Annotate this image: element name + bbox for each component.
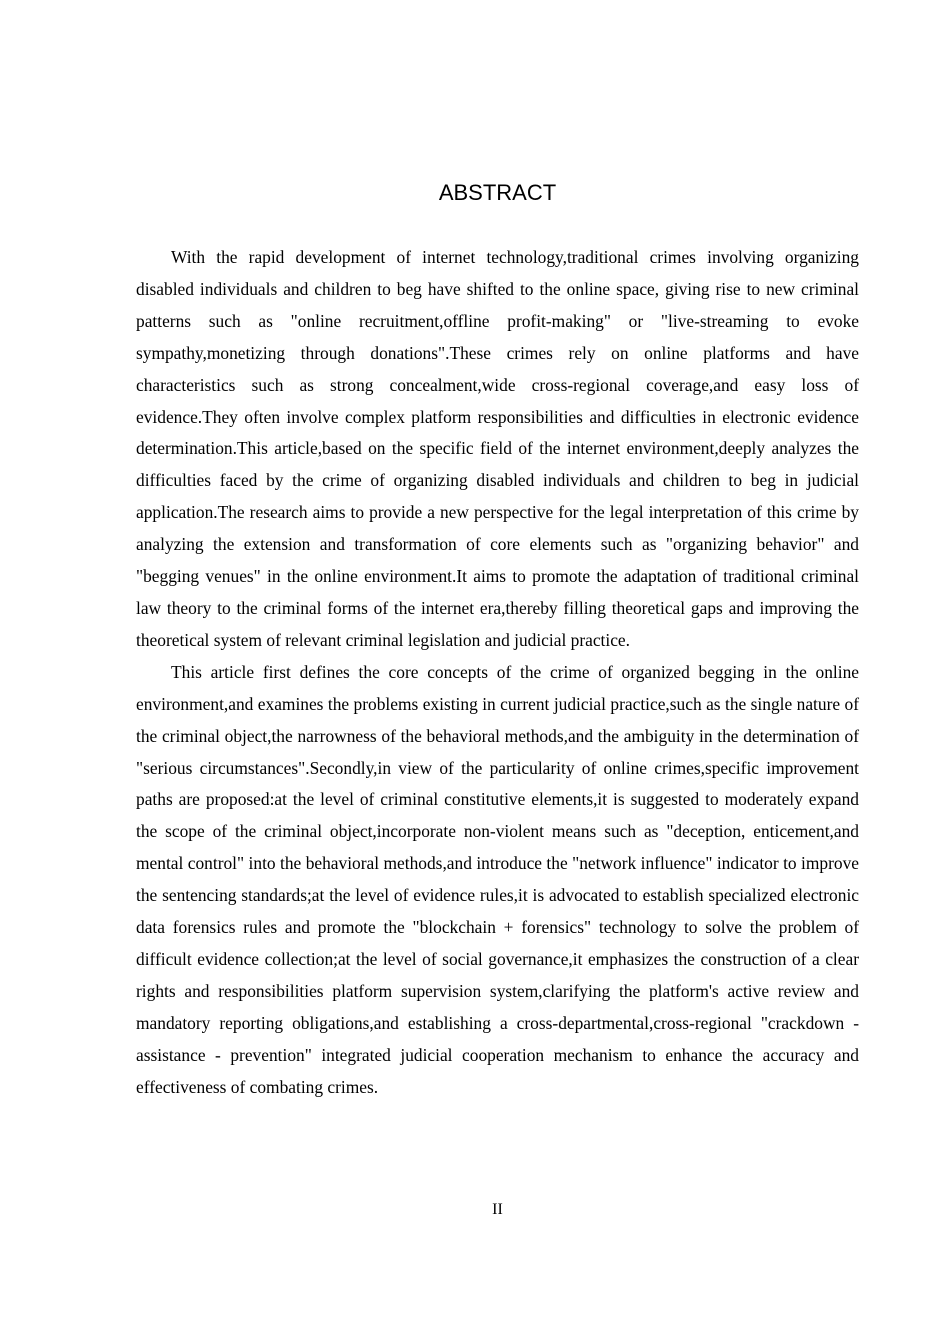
abstract-body xyxy=(136,242,859,1103)
abstract-heading: ABSTRACT xyxy=(438,180,557,205)
page-number: II xyxy=(492,1201,503,1218)
abstract-paragraph-1: With the rapid development of internet technology,traditional crimes involving organizing disabled individuals and children to beg have shifted to the online space, giving rise to new criminal patterns such as "online recruitment,offline profit-making" or "live-streaming to evoke sympathy,monetizing through donations".These crimes rely on online platforms and have characteristics such as strong concealment,wide cross-regional coverage,and easy loss of evidence.They often involve complex platform responsibilities and difficulties in electronic evidence determination.This article,based on the specific field of the internet environment,deeply analyzes the difficulties faced by the crime of organizing disabled individuals and children to beg in judicial application.The research aims to provide a new perspective for the legal interpretation of this crime by analyzing the extension and transformation of core elements such as "organizing behavior" and "begging venues" in the online environment.It aims to promote the adaptation of traditional criminal law theory to the criminal forms of the internet era,thereby filling theoretical gaps and improving the theoretical system of relevant criminal legislation and judicial practice. xyxy=(136,247,859,650)
abstract-paragraph-2: This article first defines the core concepts of the crime of organized begging in the online environment,and examines the problems existing in current judicial practice,such as the single nature of the criminal object,the narrowness of the behavioral methods,and the ambiguity in the determination of "serious circumstances".Secondly,in view of the particularity of online crimes,specific improvement paths are proposed:at the level of criminal constitutive elements,it is suggested to moderately expand the scope of the criminal object,incorporate non-violent means such as "deception, enticement,and mental control" into the behavioral methods,and introduce the "network influence" indicator to improve the sentencing standards;at the level of evidence rules,it is advocated to establish specialized electronic data forensics rules and promote the "blockchain + forensics" technology to solve the problem of difficult evidence collection;at the level of social governance,it emphasizes the construction of a clear rights and responsibilities platform supervision system,clarifying the platform's active review and mandatory reporting obligations,and establishing a cross-departmental,cross-regional "crackdown - assistance - prevention" integrated judicial cooperation mechanism to enhance the accuracy and effectiveness of combating crimes. xyxy=(136,661,859,1097)
